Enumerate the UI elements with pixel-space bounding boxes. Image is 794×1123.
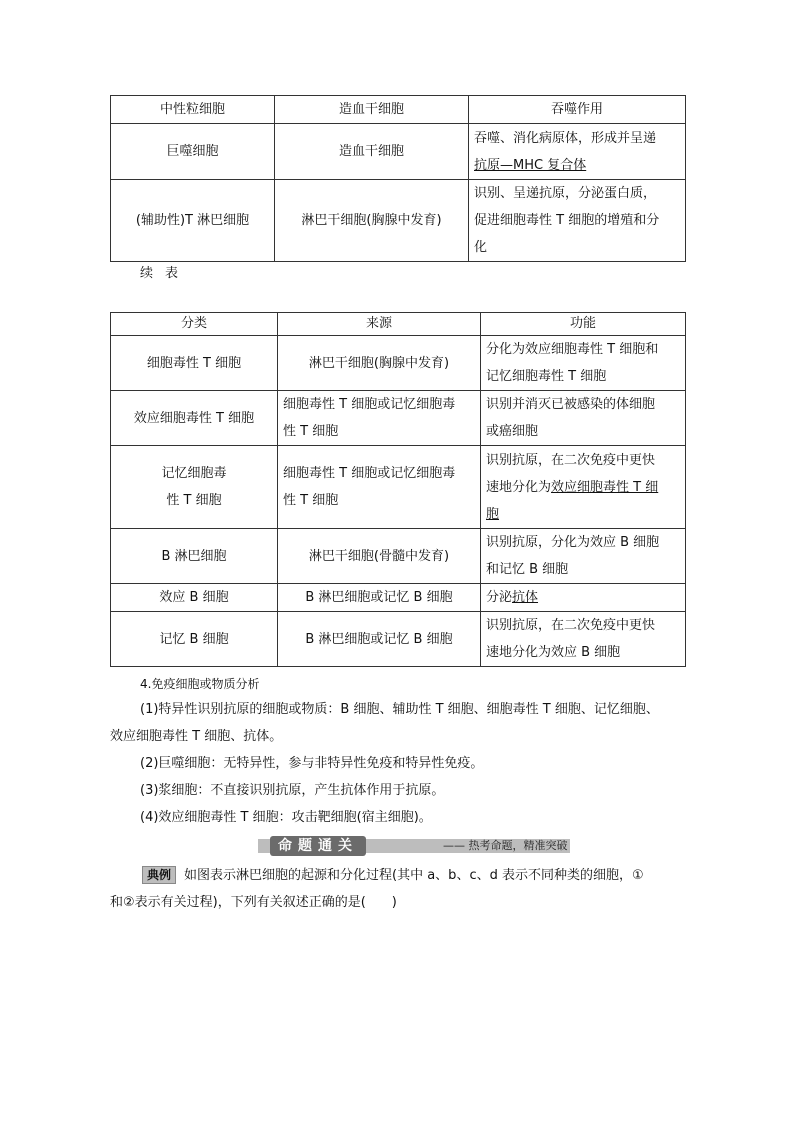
cell-class: 巨噬细胞	[111, 124, 275, 180]
paragraph: (4)效应细胞毒性 T 细胞：攻击靶细胞(宿主细胞)。	[140, 810, 432, 825]
cell-function: 识别抗原，在二次免疫中更快 速地分化为效应细胞毒性 T 细 胞	[481, 446, 686, 529]
example-badge: 典例	[142, 866, 176, 884]
banner-subtitle: —— 热考命题，精准突破	[443, 839, 568, 852]
table-row	[111, 446, 686, 529]
cell-line: 促进细胞毒性 T 细胞的增殖和分	[474, 213, 660, 228]
cell-line: 化	[474, 240, 488, 255]
table-row	[111, 612, 686, 667]
cell-source: 造血干细胞	[275, 96, 469, 124]
cell-class: 细胞毒性 T 细胞	[111, 336, 278, 391]
table-cell-types-part2	[110, 312, 686, 667]
table-row	[111, 124, 686, 180]
cell-source: B 淋巴细胞或记忆 B 细胞	[278, 584, 481, 612]
table-row	[111, 584, 686, 612]
table-row	[111, 391, 686, 446]
table-row	[111, 180, 686, 262]
section-title: 4.免疫细胞或物质分析	[140, 677, 260, 691]
cell-source: 细胞毒性 T 细胞或记忆细胞毒 性 T 细胞	[278, 446, 481, 529]
cell-function	[469, 124, 686, 180]
table-row	[111, 529, 686, 584]
header-function: 功能	[481, 313, 686, 336]
header-class: 分类	[111, 313, 278, 336]
cell-function: 识别抗原，在二次免疫中更快 速地分化为效应 B 细胞	[481, 612, 686, 667]
cell-class: 记忆 B 细胞	[111, 612, 278, 667]
cell-class: 记忆细胞毒 性 T 细胞	[111, 446, 278, 529]
banner-tag: 命题通关	[270, 836, 366, 856]
table-cell-types-part1	[110, 95, 686, 262]
cell-function	[469, 180, 686, 262]
cell-line: 识别、呈递抗原，分泌蛋白质，	[474, 186, 657, 201]
example-line: 和②表示有关过程)，下列有关叙述正确的是( )	[110, 895, 397, 910]
cell-function: 识别抗原，分化为效应 B 细胞 和记忆 B 细胞	[481, 529, 686, 584]
cell-function: 吞噬作用	[469, 96, 686, 124]
cell-function: 分泌抗体	[481, 584, 686, 612]
continued-table-label: 续 表	[140, 266, 179, 281]
cell-function: 识别并消灭已被感染的体细胞 或癌细胞	[481, 391, 686, 446]
section-banner	[258, 836, 570, 856]
cell-line-underlined: 抗原—MHC 复合体	[474, 157, 587, 173]
paragraph: 效应细胞毒性 T 细胞、抗体。	[110, 729, 283, 744]
table-row	[111, 96, 686, 124]
cell-class: 效应 B 细胞	[111, 584, 278, 612]
paragraph: (3)浆细胞：不直接识别抗原，产生抗体作用于抗原。	[140, 783, 445, 798]
cell-class: (辅助性)T 淋巴细胞	[111, 180, 275, 262]
paragraph: (1)特异性识别抗原的细胞或物质：B 细胞、辅助性 T 细胞、细胞毒性 T 细胞、记忆细胞、	[140, 702, 659, 717]
cell-source: 造血干细胞	[275, 124, 469, 180]
cell-source: 淋巴干细胞(骨髓中发育)	[278, 529, 481, 584]
cell-class: B 淋巴细胞	[111, 529, 278, 584]
header-source: 来源	[278, 313, 481, 336]
table-header-row	[111, 313, 686, 336]
paragraph: (2)巨噬细胞：无特异性，参与非特异性免疫和特异性免疫。	[140, 756, 484, 771]
cell-source: 细胞毒性 T 细胞或记忆细胞毒 性 T 细胞	[278, 391, 481, 446]
cell-source: B 淋巴细胞或记忆 B 细胞	[278, 612, 481, 667]
cell-source: 淋巴干细胞(胸腺中发育)	[275, 180, 469, 262]
cell-line: 吞噬、消化病原体，形成并呈递	[474, 130, 657, 146]
cell-class: 中性粒细胞	[111, 96, 275, 124]
table-row	[111, 336, 686, 391]
cell-source: 淋巴干细胞(胸腺中发育)	[278, 336, 481, 391]
cell-function: 分化为效应细胞毒性 T 细胞和 记忆细胞毒性 T 细胞	[481, 336, 686, 391]
example-line: 典例 如图表示淋巴细胞的起源和分化过程(其中 a、b、c、d 表示不同种类的细胞，①	[142, 866, 644, 886]
cell-class: 效应细胞毒性 T 细胞	[111, 391, 278, 446]
